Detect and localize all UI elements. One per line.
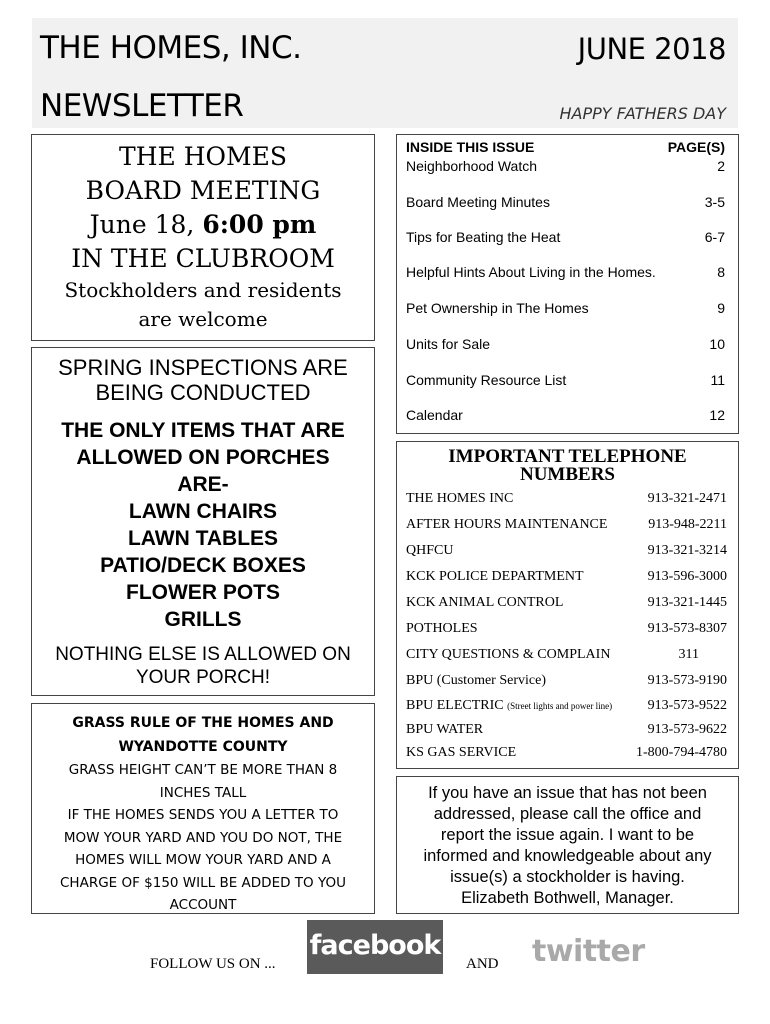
phone-entry (406, 647, 727, 663)
toc-item-title: Community Resource List (406, 372, 567, 388)
toc-item-pages: 2 (717, 158, 725, 174)
phone-number: 913-596-3000 (647, 569, 727, 584)
phone-number: 913-321-1445 (647, 595, 727, 610)
grass-text: ACCOUNT (169, 897, 237, 913)
manager-notice-box (396, 776, 739, 914)
board-date-line (32, 208, 374, 242)
phone-entry (406, 745, 727, 761)
porch-warning: NOTHING ELSE IS ALLOWED ON (55, 644, 351, 665)
phone-entry (406, 491, 727, 507)
board-line: IN THE CLUBROOM (71, 244, 335, 273)
toc-header (406, 139, 725, 155)
toc-item (406, 229, 725, 245)
phone-numbers-box (396, 441, 739, 769)
toc-item-title: Units for Sale (406, 336, 491, 352)
grass-text: INCHES TALL (159, 784, 247, 801)
porch-rule-line: FLOWER POTS (126, 581, 280, 604)
phone-entry (406, 543, 727, 559)
toc-header-label: INSIDE THIS ISSUE (406, 139, 535, 155)
phone-entry (406, 722, 727, 738)
toc-item-title: Board Meeting Minutes (406, 194, 550, 210)
notice-line: Elizabeth Bothwell, Manager. (461, 889, 674, 907)
phone-number: 913-321-3214 (647, 543, 727, 558)
holiday-greeting: HAPPY FATHERS DAY (559, 104, 726, 123)
toc-item (406, 158, 725, 174)
phone-name: KCK POLICE DEPARTMENT (406, 569, 584, 584)
board-meeting-box (31, 134, 375, 341)
board-line: are welcome (138, 307, 268, 331)
phones-title: NUMBERS (519, 464, 615, 485)
notice-line: report the issue again. I want to be (440, 826, 695, 844)
phone-name: BPU (Customer Service) (406, 673, 546, 688)
board-time: 6:00 pm (202, 210, 317, 239)
phone-entry (406, 621, 727, 637)
grass-text: MOW YOUR YARD AND YOU DO NOT, THE (63, 829, 343, 846)
phone-number: 913-321-2471 (647, 491, 727, 506)
porch-warning: YOUR PORCH! (135, 667, 271, 688)
notice-line: addressed, please call the office and (433, 805, 702, 823)
toc-item (406, 264, 725, 280)
phone-number: 913-573-9190 (647, 673, 727, 688)
table-of-contents (396, 134, 739, 434)
notice-line: If you have an issue that has not been (428, 784, 707, 802)
toc-item-title: Helpful Hints About Living in the Homes. (406, 264, 656, 280)
grass-text: CHARGE OF $150 WILL BE ADDED TO YOU (60, 874, 346, 891)
toc-item-title: Neighborhood Watch (406, 158, 538, 174)
toc-item-pages: 3-5 (704, 194, 725, 210)
phone-name: KS GAS SERVICE (406, 745, 517, 760)
phone-name: QHFCU (406, 543, 454, 558)
spring-inspection-box (31, 347, 375, 696)
follow-us-label: FOLLOW US ON ... (150, 956, 276, 972)
porch-rule-line: THE ONLY ITEMS THAT ARE (61, 419, 345, 442)
spring-heading: SPRING INSPECTIONS ARE (58, 355, 348, 380)
facebook-logo[interactable]: facebook (307, 920, 443, 974)
notice-line: informed and knowledgeable about any (423, 847, 712, 865)
phone-name: CITY QUESTIONS & COMPLAIN (406, 647, 611, 662)
phone-name: BPU ELECTRIC (406, 698, 504, 713)
toc-item-pages: 12 (709, 407, 725, 423)
porch-rule-line: GRILLS (164, 608, 242, 631)
grass-title: WYANDOTTE COUNTY (118, 739, 288, 755)
board-date: June 18, (89, 210, 195, 239)
toc-item (406, 407, 725, 423)
toc-item-title: Pet Ownership in The Homes (406, 300, 589, 316)
porch-rule-line: LAWN CHAIRS (128, 500, 278, 523)
toc-item-pages: 9 (717, 300, 725, 316)
phone-number: 913-573-9522 (647, 698, 727, 713)
toc-item (406, 300, 725, 316)
spring-heading: BEING CONDUCTED (95, 380, 311, 405)
phone-name: THE HOMES INC (406, 491, 514, 506)
issue-date: JUNE 2018 (577, 32, 726, 66)
phone-entry (406, 517, 727, 533)
toc-item-pages: 11 (710, 372, 725, 388)
phones-title: IMPORTANT TELEPHONE (448, 446, 687, 467)
notice-line: issue(s) a stockholder is having. (450, 868, 685, 886)
newsletter-title: THE HOMES, INC. (40, 30, 302, 66)
toc-item (406, 336, 725, 352)
board-line: BOARD MEETING (85, 176, 321, 205)
porch-rule-line: LAWN TABLES (127, 527, 279, 550)
porch-rule-line: PATIO/DECK BOXES (100, 554, 306, 577)
phone-number: 311 (678, 647, 699, 662)
phone-number: 913-573-9622 (647, 722, 727, 737)
grass-rule-box (31, 703, 375, 914)
grass-text: HOMES WILL MOW YOUR YARD AND A (75, 852, 331, 868)
toc-item-title: Calendar (406, 407, 463, 423)
board-line: THE HOMES (119, 142, 287, 171)
phone-note: (Street lights and power line) (507, 701, 613, 711)
toc-item-pages: 6-7 (704, 229, 725, 245)
phone-entry (406, 569, 727, 585)
toc-item-pages: 10 (709, 336, 725, 352)
phone-entry (406, 673, 727, 689)
toc-item (406, 194, 725, 210)
newsletter-subtitle: NEWSLETTER (40, 88, 244, 124)
grass-text: IF THE HOMES SENDS YOU A LETTER TO (67, 807, 339, 823)
phone-number: 913-948-2211 (648, 517, 727, 532)
phone-entry (406, 698, 727, 714)
toc-header-pages: PAGE(S) (667, 139, 725, 155)
toc-item (406, 372, 725, 388)
toc-item-title: Tips for Beating the Heat (406, 229, 561, 245)
newsletter-header (32, 18, 738, 128)
twitter-logo[interactable]: twitter (532, 934, 645, 969)
porch-rule-line: ARE- (177, 473, 229, 496)
and-label: AND (466, 956, 499, 972)
grass-title: GRASS RULE OF THE HOMES AND (72, 715, 334, 731)
grass-text: GRASS HEIGHT CAN’T BE MORE THAN 8 (68, 762, 338, 778)
phone-entry (406, 595, 727, 611)
phone-number: 913-573-8307 (647, 621, 727, 636)
phone-number: 1-800-794-4780 (636, 745, 727, 760)
toc-item-pages: 8 (717, 264, 725, 280)
phone-name: AFTER HOURS MAINTENANCE (406, 517, 608, 532)
porch-rule-line: ALLOWED ON PORCHES (76, 446, 330, 469)
board-line: Stockholders and residents (64, 278, 342, 302)
phone-name: POTHOLES (406, 621, 478, 636)
phone-name: BPU WATER (406, 722, 484, 737)
phone-name: KCK ANIMAL CONTROL (406, 595, 564, 610)
